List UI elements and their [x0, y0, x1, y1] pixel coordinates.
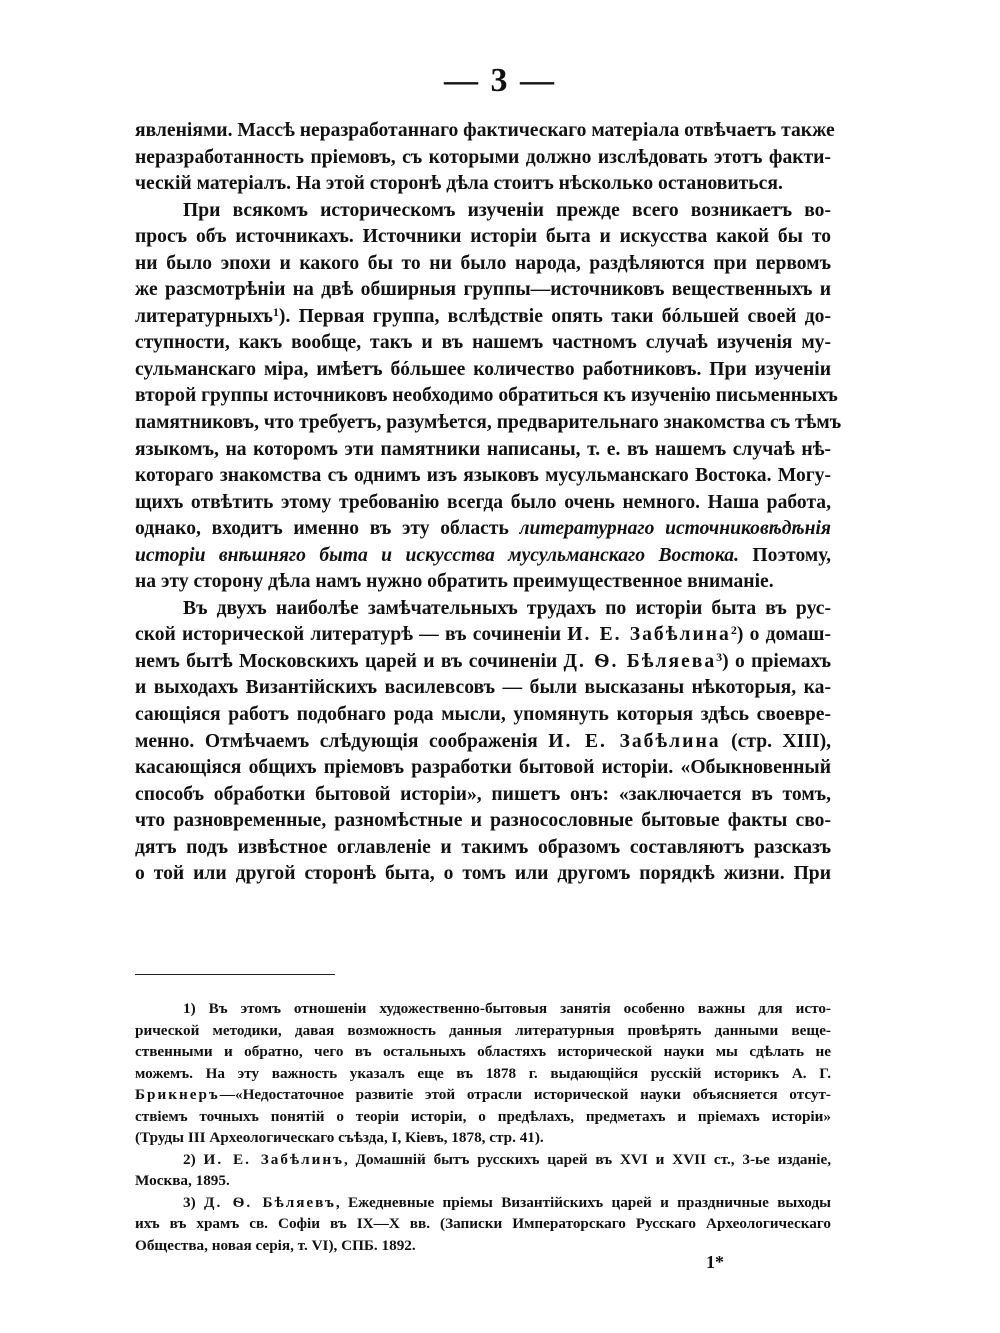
text-fragment: однако, входитъ именно въ эту область — [135, 518, 520, 540]
footnote-divider — [135, 974, 335, 975]
author-name: Брикнеръ — [135, 1086, 220, 1103]
text-line — [135, 516, 831, 543]
footnotes — [135, 998, 831, 1256]
text-line: просъ объ источникахъ. Источники исторіи быта и искусства какой бы то — [135, 226, 831, 248]
author-name: И. Е. Забѣлина — [567, 624, 731, 646]
text-line: же разсмотрѣніи на двѣ обширныя группы—источниковъ вещественныхъ и — [135, 279, 831, 301]
text-fragment: 3) — [183, 1193, 204, 1211]
text-line — [135, 622, 831, 649]
text-fragment: 2) — [183, 1150, 204, 1168]
text-line: ческій матеріалъ. На этой сторонѣ дѣла стоитъ нѣсколько остановиться. — [135, 173, 783, 195]
text-line — [135, 304, 831, 331]
footnote-ref: 2 — [730, 623, 737, 638]
footnote-line: 1) Въ этомъ отношеніи художественно-бытовыя занятія особенно важны для исто- — [183, 1000, 831, 1017]
text-line: При всякомъ историческомъ изученіи прежде всего возникаетъ во- — [183, 199, 831, 221]
footnote-line: можемъ. На эту важность указалъ еще въ 1878 г. выдающійся русскій историкъ А. Г. — [135, 1064, 831, 1082]
text-line: сающіяся работъ подобнаго рода мысли, упомянуть которыя здѣсь своевре- — [135, 704, 831, 726]
footnote-ref: 3 — [716, 649, 723, 664]
text-fragment: ) о пріемахъ — [722, 650, 831, 672]
text-line: сульманскаго міра, имѣетъ бóльшее количество работниковъ. При изученіи — [135, 358, 831, 380]
page-number: — 3 — — [444, 62, 556, 99]
author-name: И. Е. Забѣлина — [548, 730, 721, 752]
text-line: ни было эпохи и какого бы то ни было народа, раздѣляются при первомъ — [135, 252, 831, 274]
text-line: котораго знакомства съ однимъ изъ языковъ мусульманскаго Востока. Могу- — [135, 465, 831, 487]
signature-mark: 1* — [706, 1252, 724, 1272]
footnote-line: Москва, 1895. — [135, 1172, 230, 1189]
text-fragment: ). Первая группа, вслѣдствіе опять таки бóльшей своей до- — [278, 305, 831, 327]
text-line: касающіяся общихъ пріемовъ разработки бытовой исторіи. «Обыкновенный — [135, 757, 831, 779]
footnote-line — [135, 1192, 831, 1214]
footnote-line: ихъ въ храмъ св. Софіи въ IX—X вв. (Записки Императорскаго Русскаго Археологическаго — [135, 1215, 831, 1232]
text-line: Въ двухъ наиболѣе замѣчательныхъ трудахъ по исторіи быта въ рус- — [183, 597, 831, 619]
footnote-line: ствіемъ точныхъ понятій о теоріи исторіи, о предѣлахъ, предметахъ и пріемахъ исторіи» — [135, 1107, 831, 1125]
text-fragment: немъ бытѣ Московскихъ царей и въ сочиненіи — [135, 650, 564, 672]
text-fragment: ской исторической литературѣ — въ сочиненіи — [135, 624, 568, 646]
text-fragment: —«Недостаточное развитіе этой отрасли исторической науки объясняется отсут- — [219, 1086, 831, 1103]
text-fragment: Поэтому, — [738, 544, 831, 566]
text-line: второй группы источниковъ необходимо обратиться къ изученію письменныхъ — [135, 385, 838, 407]
text-line: явленіями. Массѣ неразработаннаго фактическаго матеріала отвѣчаетъ также — [135, 120, 835, 141]
text-fragment: ) о домаш- — [736, 624, 831, 646]
footnote-line: рической методики, давая возможность данныя литературныя провѣрять данными веще- — [135, 1021, 831, 1039]
footnote-ref: 1 — [272, 304, 279, 319]
text-line — [135, 543, 831, 570]
text-fragment: менно. Отмѣчаемъ слѣдующія соображенія — [135, 730, 549, 752]
footnote-line: Общества, новая серія, т. VI), СПБ. 1892. — [135, 1236, 416, 1254]
text-fragment: (стр. XIII), — [720, 730, 831, 752]
text-fragment: литературныхъ — [135, 305, 273, 327]
author-name: И. Е. Забѣлинъ — [203, 1150, 344, 1168]
author-name: Д. Ѳ. Бѣляева — [563, 650, 717, 672]
footnote-line — [135, 1149, 831, 1171]
text-line: на эту сторону дѣла намъ нужно обратить преимущественное вниманіе. — [135, 571, 774, 593]
footnote-line — [135, 1084, 831, 1106]
author-name: Д. Ѳ. Бѣляевъ — [204, 1193, 336, 1211]
italic-phrase: литературнаго источниковѣдѣнія — [519, 518, 831, 540]
text-line: ступности, какъ вообще, такъ и въ нашемъ частномъ случаѣ изученія му- — [135, 332, 831, 354]
footnote-line: ственными и обратно, чего въ остальныхъ областяхъ исторической науки мы сдѣлать не — [135, 1043, 831, 1060]
text-fragment: , Домашній бытъ русскихъ царей въ XVI и XVII ст., 3-ье изданіе, — [343, 1150, 832, 1168]
text-line — [135, 729, 831, 756]
main-text — [135, 118, 842, 888]
text-line: неразработанность пріемовъ, съ которыми должно изслѣдовать этотъ факти- — [135, 146, 831, 168]
text-line: языкомъ, на которомъ эти памятники написаны, т. е. въ нашемъ случаѣ нѣ- — [135, 438, 831, 460]
text-line: о той или другой сторонѣ быта, о томъ или другомъ порядкѣ жизни. При — [135, 863, 831, 885]
text-line: и выходахъ Византійскихъ василевсовъ — были высказаны нѣкоторыя, ка- — [135, 677, 831, 699]
text-line: памятниковъ, что требуетъ, разумѣется, предварительнаго знакомства съ тѣмъ — [135, 412, 842, 434]
text-line: щихъ отвѣтить этому требованію всегда было очень немного. Наша работа, — [135, 491, 831, 513]
text-line — [135, 649, 831, 676]
text-fragment: , Ежедневные пріемы Византійскихъ царей и праздничные выходы — [335, 1193, 832, 1211]
text-line: способъ обработки бытовой исторіи», пишетъ онъ: «заключается въ томъ, — [135, 783, 831, 805]
text-line: дятъ подъ извѣстное оглавленіе и такимъ образомъ составляютъ разсказъ — [135, 836, 831, 858]
text-line: что разновременные, разномѣстные и разносословные бытовые факты сво- — [135, 810, 831, 832]
italic-phrase: исторіи внѣшняго быта и искусства мусульманскаго Востока. — [135, 544, 739, 566]
footnote-line: (Труды III Археологическаго съѣзда, I, Кіевъ, 1878, стр. 41). — [135, 1129, 544, 1146]
